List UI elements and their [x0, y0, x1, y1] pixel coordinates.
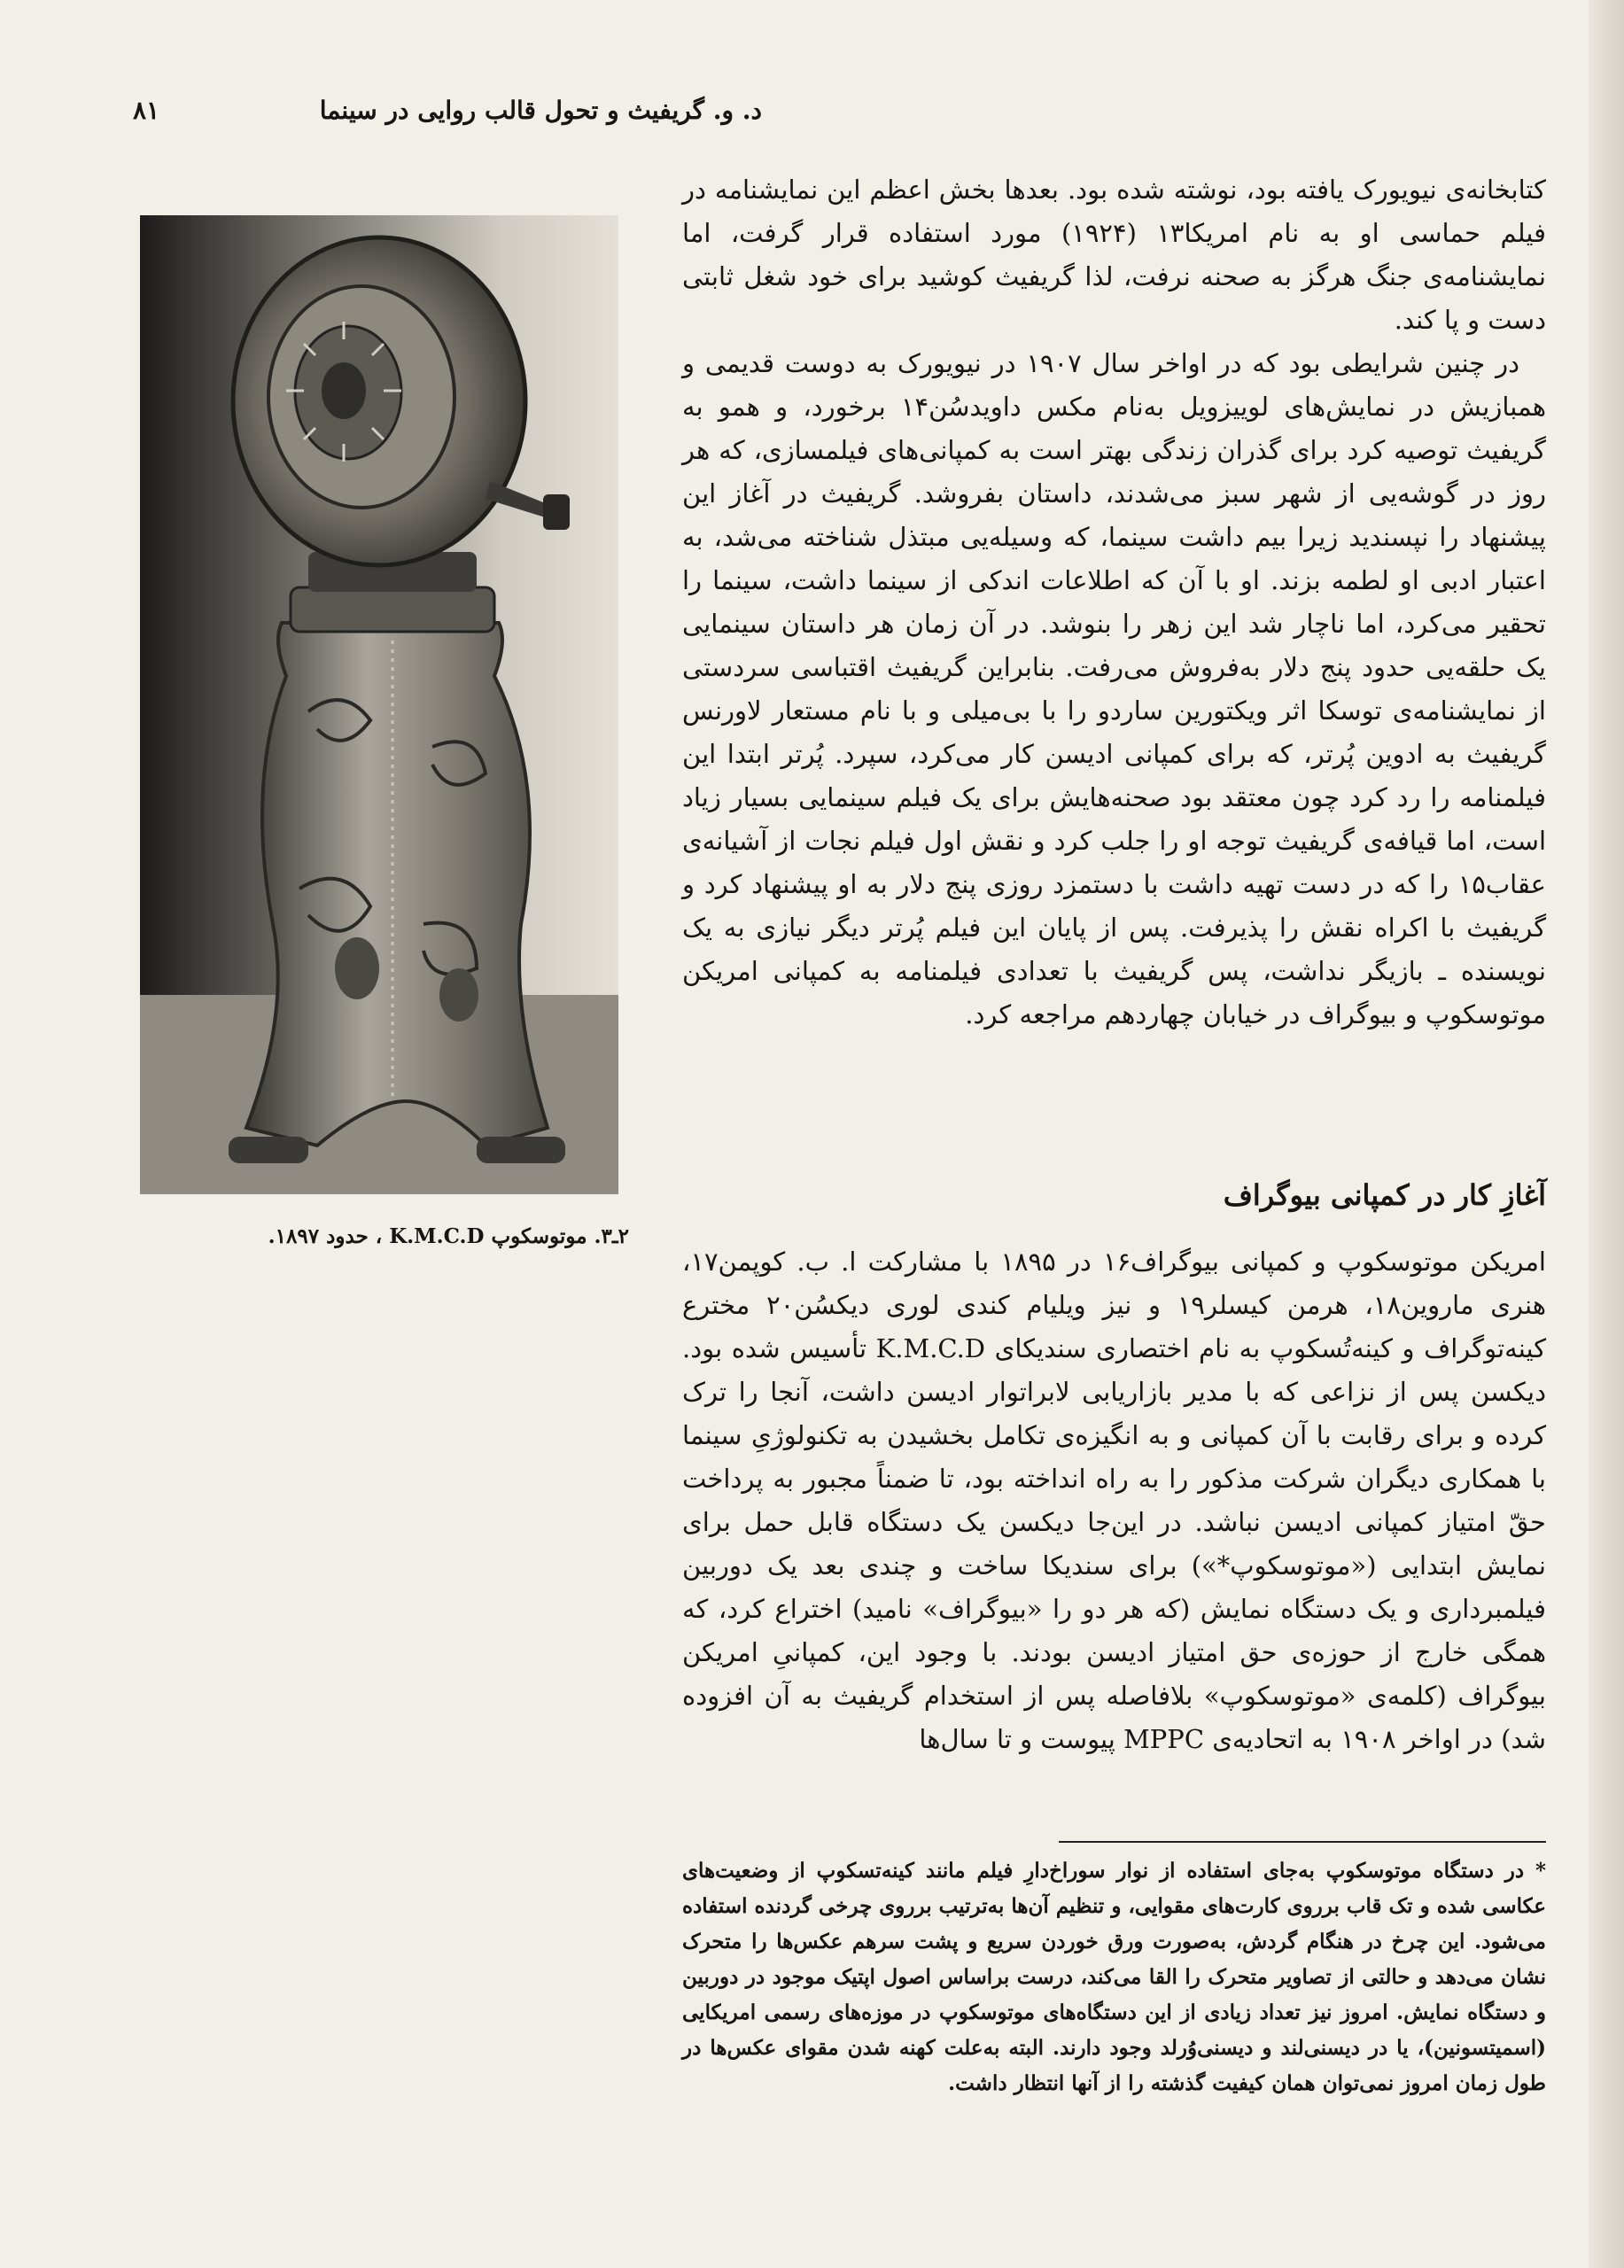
running-head: [133, 96, 1550, 149]
section-paragraph: امریکن موتوسکوپ و کمپانی بیوگراف۱۶ در ۱۸۹۵ با مشارکت ا. ب. کوپمن۱۷، هنری ماروین۱۸، هرمن کیسلر۱۹ و نیز ویلیام کندی لوری دیکسُن۲۰ مخترع کینه‌توگراف و کینه‌تُسکوپ به نام اختصاری سندیکای K.M.C.D تأسیس شده بود. دیکسن پس از نزاعی که با مدیر بازاریابی لابراتوار ادیسن داشت، آنجا را ترک کرده و برای رقابت با آن کمپانی و به انگیزه‌ی تکامل بخشیدن به تکنولوژیِ سینما با همکاری دیگران شرکت مذکور را به راه انداخته بود، تا ضمناً مجبور به پرداخت حقّ امتیاز کمپانی ادیسن نباشد. در این‌جا دیکسن یک دستگاه قابل حمل برای نمایش ابتدایی («موتوسکوپ*») برای سندیکا ساخت و چندی بعد یک دوربین فیلمبرداری و یک دستگاه نمایش (که هر دو را «بیوگراف» نامید) اختراع کرد، که همگی خارج از حوزه‌ی حق امتیاز ادیسن بودند. با وجود این، کمپانیِ امریکن بیوگراف (کلمه‌ی «موتوسکوپ» بلافاصله پس از استخدام گریفیث به آن افزوده شد) در اواخر ۱۹۰۸ به اتحادیه‌ی MPPC پیوست و تا سال‌ها: [682, 1247, 1547, 1754]
body-paragraph-1: کتابخانه‌ی نیویورک یافته بود، نوشته شده بود. بعدها بخش اعظم این نمایشنامه در فیلم حماسی او به نام امریکا۱۳ (۱۹۲۴) مورد استفاده قرار گرفت، اما نمایشنامه‌ی جنگ هرگز به صحنه نرفت، لذا گریفیث کوشید برای خود شغل ثابتی دست و پا کند.: [682, 175, 1546, 335]
page-number: ۸۱: [133, 96, 160, 125]
running-head-title: د. و. گریفیث و تحول قالب روایی در سینما: [319, 96, 762, 125]
page-edge-shadow: [1589, 0, 1624, 2268]
body-text: [682, 168, 1546, 1037]
body-paragraph-2: در چنین شرایطی بود که در اواخر سال ۱۹۰۷ در نیویورک به دوست قدیمی و همبازیش در نمایش‌های لوییزویل به‌نام مکس داویدسُن۱۴ برخورد، و همو به گریفیث توصیه کرد برای گذران زندگی بهتر است به کمپانی‌های فیلمسازی، که هر روز در گوشه‌یی از شهر سبز می‌شدند، داستان بفروشد. گریفیث در آغاز این پیشنهاد را نپسندید زیرا بیم داشت سینما، که وسیله‌یی مبتذل شناخته می‌شد، به اعتبار ادبی او لطمه بزند. او با آن که اطلاعات اندکی از سینما داشت، سینما را تحقیر می‌کرد، اما ناچار شد این زهر را بنوشد. در آن زمان هر داستان سینمایی یک حلقه‌یی حدود پنج دلار به‌فروش می‌رفت. بنابراین گریفیث اقتباسی سردستی از نمایشنامه‌ی توسکا اثر ویکتورین ساردو را با بی‌میلی و با نام مستعار لاورنس گریفیث به ادوین پُرتر، که برای کمپانی ادیسن کار می‌کرد، سپرد. پُرتر ابتدا این فیلمنامه را رد کرد چون معتقد بود صحنه‌هایش برای یک فیلم سینمایی بسیار زیاد است، اما قیافه‌ی گریفیث توجه او را جلب کرد و نقش اول فیلم نجات از آشیانه‌ی عقاب۱۵ را که در دست تهیه داشت با دستمزد روزی پنج دلار به او پیشنهاد کرد و گریفیث با اکراه نقش را پذیرفت. پس از پایان این فیلم پُرتر دیگر نیازی به یک نویسنده ـ بازیگر نداشت، پس گریفیث با تعدادی فیلمنامه به کمپانی امریکن موتوسکوپ و بیوگراف در خیابان چهاردهم مراجعه کرد.: [682, 348, 1547, 1029]
figure-caption: ۲ـ۳. موتوسکوپ K.M.C.D ، حدود ۱۸۹۷.: [268, 1224, 629, 1248]
mutoscope-photo: [140, 215, 618, 1194]
footnote: * در دستگاه موتوسکوپ به‌جای استفاده از نوار سوراخ‌دارِ فیلم مانند کینه‌تسکوپ از وضعیت‌های عکاسی شده و تک قاب برروی کارت‌های مقوایی، و تنظیم آن‌ها به‌ترتیب برروی چرخی گردنده استفاده می‌شود. این چرخ در هنگام گردش، به‌صورت ورق خوردن سریع و پشت سرهم عکس‌ها را متحرک نشان می‌دهد و حالتی از تصاویر متحرک را القا می‌کند، درست براساس اصول اپتیک موجود در دوربین و دستگاه نمایش. امروز نیز تعداد زیادی از این دستگاه‌های موتوسکوپ در موزه‌های رسمی امریکایی (اسمیتسونین)، یا در دیسنی‌لند و دیسنی‌وُرلد وجود دارند. البته به‌علت کهنه شدن مقوای عکس‌ها در طول زمان امروز نمی‌توان همان کیفیت گذشته را از آنها انتظار داشت.: [682, 1859, 1546, 2095]
section-text: [682, 1240, 1546, 1761]
section-heading: آغازِ کار در کمپانی بیوگراف: [1223, 1178, 1546, 1212]
footnote-divider: [1059, 1841, 1546, 1843]
